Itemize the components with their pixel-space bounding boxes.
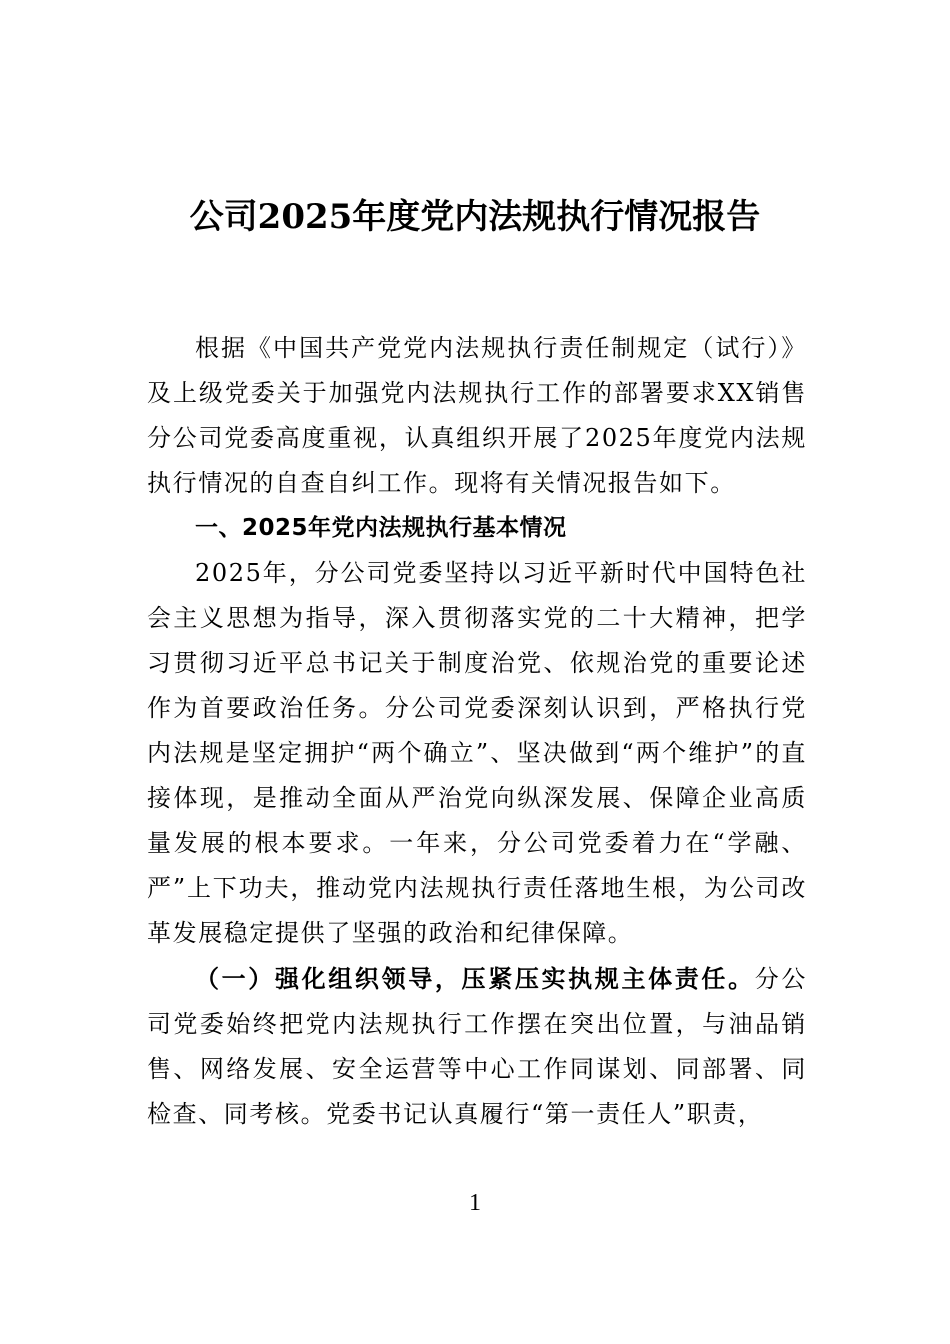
subsection-1-body: 分公司党委始终把党内法规执行工作摆在突出位置，与油品销售、网络发展、安全运营等中心工作同谋划、同部署、同检查、同考核。党委书记认真履行“第一责任人”职责，	[147, 965, 807, 1128]
page-number: 1	[469, 1190, 481, 1216]
intro-paragraph: 根据《中国共产党党内法规执行责任制规定（试行）》及上级党委关于加强党内法规执行工作的部署要求XX销售分公司党委高度重视，认真组织开展了2025年度党内法规执行情况的自查自纠工作。现将有关情况报告如下。	[147, 334, 807, 497]
document-body	[147, 326, 807, 1137]
subsection-1-heading: （一）强化组织领导，压紧压实执规主体责任。	[195, 964, 755, 993]
section-1-heading: 一、2025年党内法规执行基本情况	[195, 515, 567, 541]
section-1-paragraph: 2025年，分公司党委坚持以习近平新时代中国特色社会主义思想为指导，深入贯彻落实党的二十大精神，把学习贯彻习近平总书记关于制度治党、依规治党的重要论述作为首要政治任务。分公司党委深刻认识到，严格执行党内法规是坚定拥护“两个确立”、坚决做到“两个维护”的直接体现，是推动全面从严治党向纵深发展、保障企业高质量发展的根本要求。一年来，分公司党委着力在“学融、严”上下功夫，推动党内法规执行责任落地生根，为公司改革发展稳定提供了坚强的政治和纪律保障。	[147, 559, 807, 947]
document-title: 公司2025年度党内法规执行情况报告	[189, 197, 761, 237]
subsection-1-paragraph	[147, 956, 807, 1137]
